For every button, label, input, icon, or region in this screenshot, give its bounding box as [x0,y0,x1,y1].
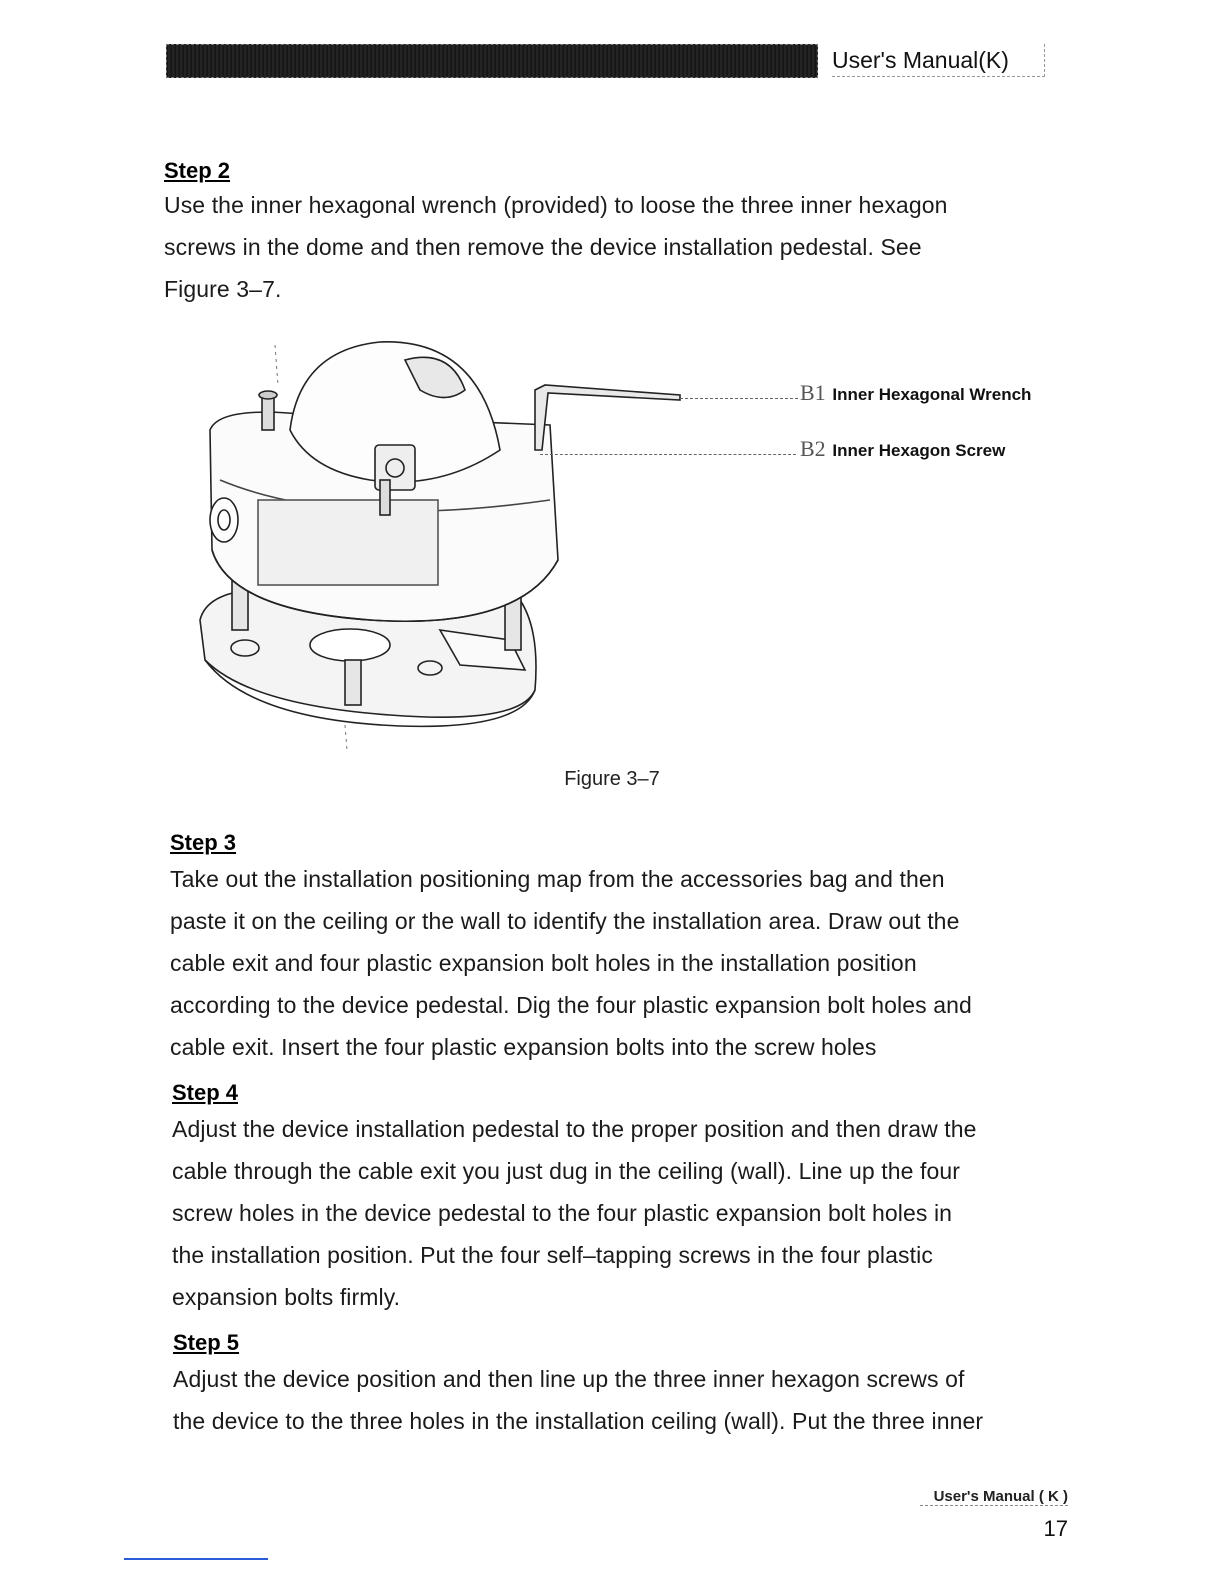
text-line: Use the inner hexagonal wrench (provided) to loose the three inner hexagon [164,192,948,218]
text-line: cable through the cable exit you just dug in the ceiling (wall). Line up the four [172,1158,961,1184]
step-4-heading: Step 4 [172,1080,239,1105]
text-line: screws in the dome and then remove the device installation pedestal. See [164,234,922,260]
figure-caption: Figure 3–7 [564,768,660,790]
text-line: cable exit. Insert the four plastic expansion bolts into the screw holes [170,1034,877,1060]
step-5-text [173,1358,983,1442]
page-number: 17 [1043,1516,1068,1541]
dome-camera-illustration [190,330,790,760]
callout-b2-leader [540,454,796,455]
callout-b2-label: Inner Hexagon Screw [832,441,1006,460]
text-line: screw holes in the device pedestal to the four plastic expansion bolt holes in [172,1200,953,1226]
text-line: according to the device pedestal. Dig the four plastic expansion bolt holes and [170,992,972,1018]
text-line: Adjust the device installation pedestal to the proper position and then draw the [172,1116,977,1142]
footer-title: User's Manual ( K ) [920,1488,1068,1506]
callout-b1-code: B1 [800,380,826,405]
callout-b2-code: B2 [800,436,826,461]
text-line: expansion bolts firmly. [172,1284,401,1310]
step-5-heading: Step 5 [173,1330,240,1355]
callout-b1-leader [680,398,798,399]
header-bar [166,44,818,78]
callout-b2 [800,436,1005,462]
text-line: the installation position. Put the four self–tapping screws in the four plastic [172,1242,933,1268]
step-4-text [172,1108,977,1318]
text-line: Figure 3–7. [164,276,282,302]
text-line: paste it on the ceiling or the wall to identify the installation area. Draw out the [170,908,960,934]
footnote-rule [124,1558,268,1560]
text-line: Adjust the device position and then line up the three inner hexagon screws of [173,1366,965,1392]
callout-b1-label: Inner Hexagonal Wrench [832,385,1032,404]
header-title: User's Manual(K) [832,44,1045,77]
step-3-text [170,858,972,1068]
step-2-text [164,184,948,310]
text-line: cable exit and four plastic expansion bolt holes in the installation position [170,950,917,976]
step-3-heading: Step 3 [170,830,237,855]
callout-b1 [800,380,1031,406]
text-line: Take out the installation positioning map from the accessories bag and then [170,866,945,892]
text-line: the device to the three holes in the installation ceiling (wall). Put the three inner [173,1408,984,1434]
step-2-heading: Step 2 [164,158,231,183]
